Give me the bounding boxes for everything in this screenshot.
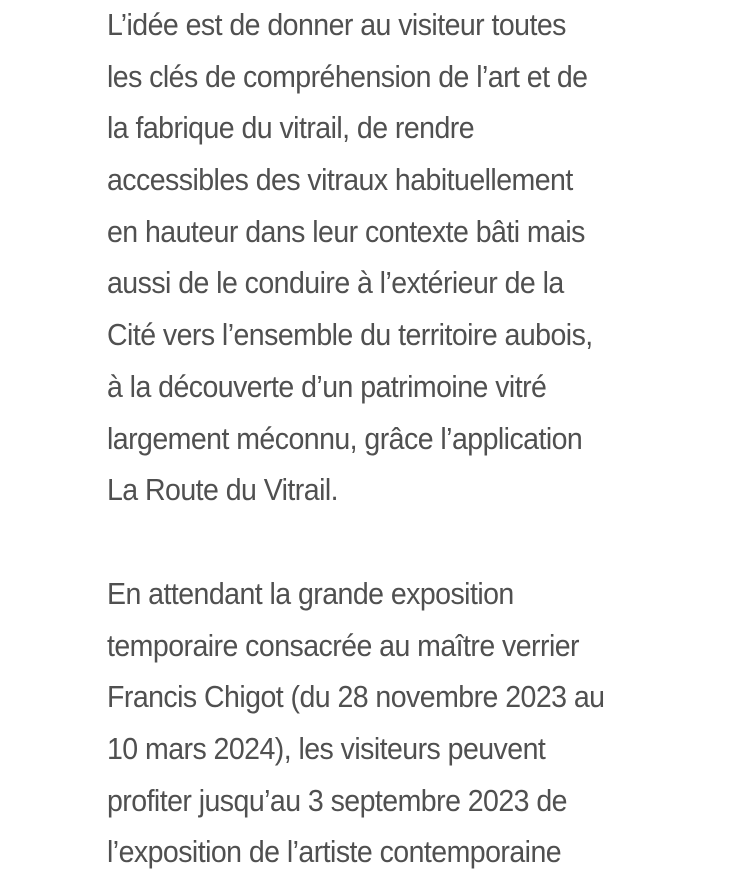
- text-line: largement méconnu, grâce l’application: [107, 420, 583, 456]
- text-line: les clés de compréhension de l’art et de: [107, 58, 588, 94]
- paragraph: [107, 0, 659, 516]
- text-line: Francis Chigot (du 28 novembre 2023 au: [107, 679, 605, 715]
- text-line: Cité vers l’ensemble du territoire aubois,: [107, 317, 593, 353]
- text-line: l’exposition de l’artiste contemporaine: [107, 834, 562, 870]
- text-line: à la découverte d’un patrimoine vitré: [107, 368, 547, 404]
- text-line: la fabrique du vitrail, de rendre: [107, 110, 475, 146]
- text-line: 10 mars 2024), les visiteurs peuvent: [107, 730, 546, 766]
- article-body: [107, 0, 659, 878]
- paragraph-spacer: [107, 516, 659, 568]
- text-line: profiter jusqu’au 3 septembre 2023 de: [107, 782, 567, 818]
- text-line: temporaire consacrée au maître verrier: [107, 627, 579, 663]
- paragraph: [107, 568, 659, 878]
- text-line: En attendant la grande exposition: [107, 575, 514, 611]
- text-line: La Route du Vitrail.: [107, 472, 339, 508]
- text-line: accessibles des vitraux habituellement: [107, 162, 573, 198]
- text-line: L’idée est de donner au visiteur toutes: [107, 7, 566, 42]
- text-line: en hauteur dans leur contexte bâti mais: [107, 213, 585, 249]
- text-line: aussi de le conduire à l’extérieur de la: [107, 265, 564, 301]
